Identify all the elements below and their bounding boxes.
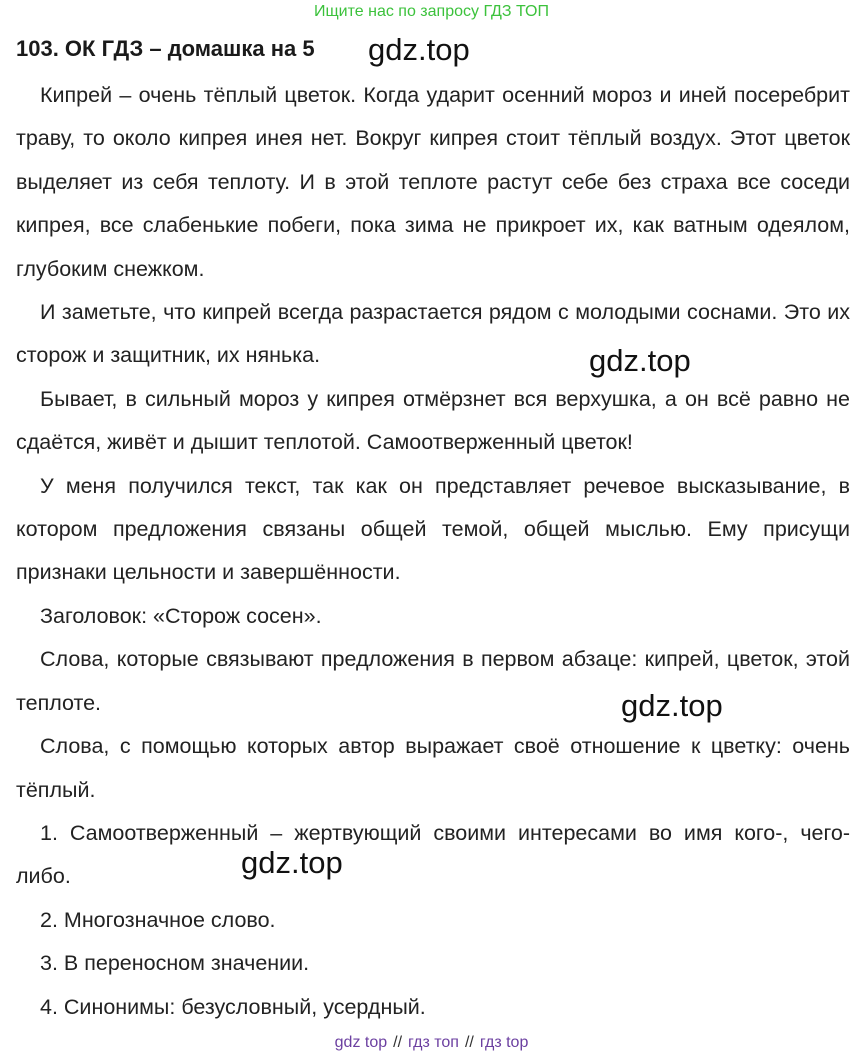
list-item-figurative: 3. В переносном значении. [40, 951, 310, 976]
watermark-logo: gdz.top [589, 343, 691, 378]
answer-text [16, 74, 850, 1029]
list-item-synonyms: 4. Синонимы: безусловный, усердный. [40, 994, 426, 1019]
footer-link-gdz-top[interactable]: gdz top [334, 1034, 388, 1051]
paragraph-linking-words: Слова, которые связывают предложения в первом абзаце: кипрей, цветок, этой теплоте. [16, 647, 850, 715]
paragraph-kiprey-warm: Кипрей – очень тёплый цветок. Когда ударит осенний мороз и иней посеребрит траву, то около кипрея инея нет. Вокруг кипрея стоит тёплый воздух. Этот цветок выделяет из себя теплоту. И в этой теплоте растут себе без страха все соседи кипрея, все слабенькие побеги, пока зима не прикроет их, как ватным одеялом, глубоким снежком. [16, 83, 850, 281]
footer-link-gdz-top-ru[interactable]: гдз топ [408, 1034, 459, 1051]
list-item-definition: 1. Самоотверженный – жертвующий своими интересами во имя кого-, чего-либо. [16, 820, 850, 889]
footer-separator: // [393, 1034, 403, 1051]
paragraph-author-attitude: Слова, с помощью которых автор выражает своё отношение к цветку: очень тёплый. [16, 734, 850, 802]
watermark-logo: gdz.top [241, 845, 343, 880]
paragraph-text-analysis: У меня получился текст, так как он представляет речевое высказывание, в котором предложения связаны общей темой, общей мыслью. Ему присущи признаки цельности и завершённости. [16, 473, 850, 585]
footer-separator: // [464, 1034, 474, 1051]
watermark-logo: gdz.top [368, 32, 470, 67]
watermark-logo: gdz.top [621, 688, 723, 723]
footer-links [0, 1034, 863, 1052]
exercise-title: 103. ОК ГДЗ – домашка на 5 [16, 36, 315, 61]
footer-link-gdz-top-mixed[interactable]: гдз top [479, 1034, 529, 1051]
list-item-polysemy: 2. Многозначное слово. [40, 907, 276, 932]
paragraph-title: Заголовок: «Сторож сосен». [40, 603, 322, 628]
paragraph-pines-guard: И заметьте, что кипрей всегда разрастается рядом с молодыми соснами. Это их сторож и защитник, их нянька. [16, 300, 850, 368]
paragraph-selfless-flower: Бывает, в сильный мороз у кипрея отмёрзнет вся верхушка, а он всё равно не сдаётся, живёт и дышит теплотой. Самоотверженный цветок! [16, 386, 850, 455]
search-hint-banner: Ищите нас по запросу ГДЗ ТОП [314, 3, 549, 20]
